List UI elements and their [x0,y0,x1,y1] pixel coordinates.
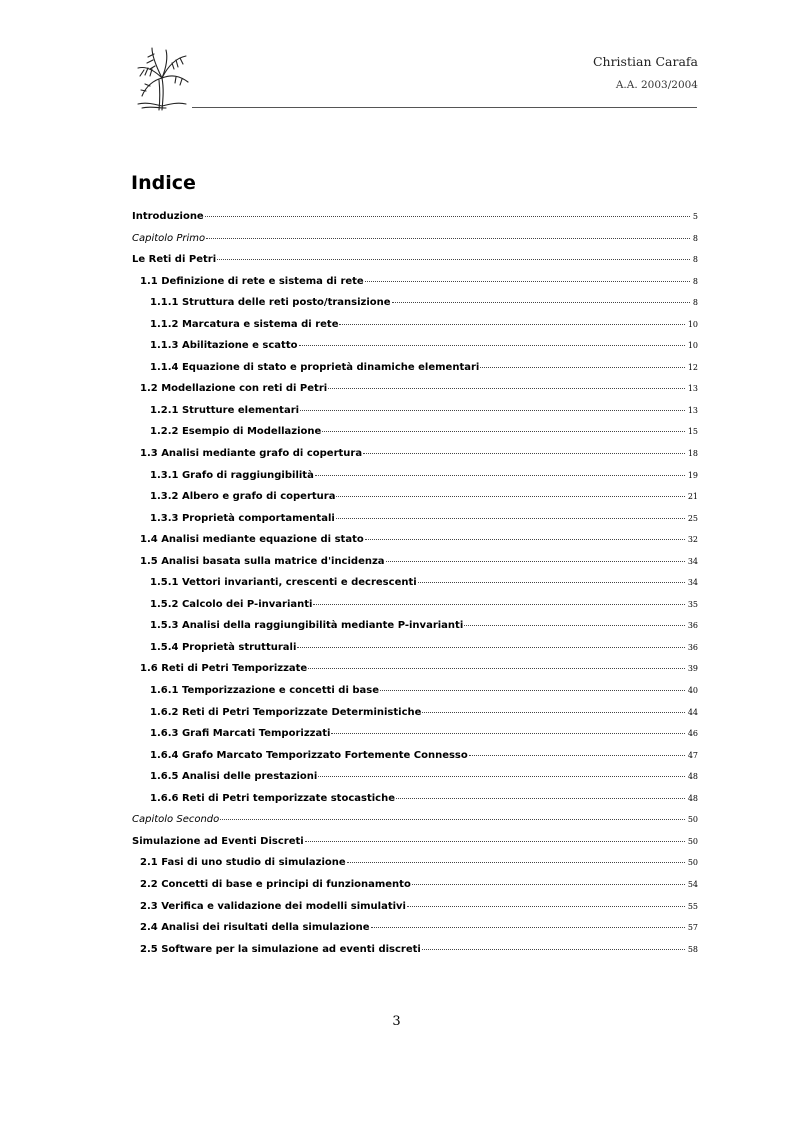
toc-entry-page: 40 [687,686,698,696]
toc-leader-dots [422,711,684,713]
toc-entry[interactable] [132,379,698,401]
toc-entry[interactable] [132,940,698,962]
toc-entry[interactable] [132,789,698,811]
toc-leader-dots [380,689,685,691]
toc-entry-page: 8 [692,255,698,265]
toc-entry-label: 1.6 Reti di Petri Temporizzate [140,663,308,675]
toc-entry-page: 13 [687,384,698,394]
toc-entry[interactable] [132,659,698,681]
toc-entry-label: 1.6.5 Analisi delle prestazioni [150,771,318,783]
toc-entry[interactable] [132,703,698,725]
toc-entry-label: 1.5.3 Analisi della raggiungibilità mediante P-invarianti [150,620,464,632]
toc-entry[interactable] [132,595,698,617]
toc-leader-dots [300,409,685,411]
toc-entry-page: 8 [692,276,698,286]
toc-entry-label: 1.2.1 Strutture elementari [150,404,300,416]
toc-entry[interactable] [132,250,698,272]
page-title: Indice [131,172,196,194]
toc-entry-page: 32 [687,535,698,545]
toc-entry-page: 44 [687,707,698,717]
toc-leader-dots [371,926,685,928]
toc-leader-dots [418,581,685,583]
toc-entry-page: 36 [687,621,698,631]
toc-entry-label: 1.5.2 Calcolo dei P-invarianti [150,598,313,610]
toc-leader-dots [299,344,685,346]
toc-entry-page: 36 [687,642,698,652]
academic-year: A.A. 2003/2004 [615,79,698,91]
toc-entry-label: 1.1.2 Marcatura e sistema di rete [150,318,339,330]
toc-entry-page: 8 [692,298,698,308]
toc-entry-label: 2.2 Concetti di base e principi di funzionamento [140,878,411,890]
toc-entry-label: 1.6.4 Grafo Marcato Temporizzato Fortemente Connesso [150,749,468,761]
toc-entry-page: 10 [687,341,698,351]
table-of-contents [132,207,698,961]
toc-entry-label: 1.5.4 Proprietà strutturali [150,641,297,653]
toc-entry[interactable] [132,487,698,509]
toc-entry[interactable] [132,466,698,488]
toc-leader-dots [365,280,690,282]
toc-entry-page: 34 [687,556,698,566]
toc-entry-page: 54 [687,879,698,889]
toc-leader-dots [308,667,685,669]
toc-entry-label: 1.3.2 Albero e grafo di copertura [150,491,336,503]
toc-entry-label: 1.2 Modellazione con reti di Petri [140,383,328,395]
author-name: Christian Carafa [592,54,698,69]
toc-entry-label: 1.5 Analisi basata sulla matrice d'incidenza [140,555,385,567]
toc-entry[interactable] [132,616,698,638]
toc-entry-page: 48 [687,793,698,803]
toc-entry-page: 48 [687,772,698,782]
toc-entry[interactable] [132,746,698,768]
header-divider [192,107,697,108]
toc-leader-dots [464,624,685,626]
toc-leader-dots [318,775,684,777]
toc-entry-page: 57 [687,923,698,933]
toc-leader-dots [392,301,690,303]
toc-entry-label: 1.3.1 Grafo di raggiungibilità [150,469,314,481]
toc-leader-dots [336,495,684,497]
toc-entry[interactable] [132,552,698,574]
toc-entry-label: 1.1.1 Struttura delle reti posto/transizione [150,297,391,309]
toc-leader-dots [422,948,685,950]
page-number: 3 [392,1014,401,1029]
toc-entry-page: 46 [687,729,698,739]
toc-entry[interactable] [132,573,698,595]
toc-entry-page: 13 [687,405,698,415]
toc-entry-label: 1.2.2 Esempio di Modellazione [150,426,322,438]
toc-entry[interactable] [132,509,698,531]
toc-entry-label: 2.1 Fasi di uno studio di simulazione [140,857,346,869]
toc-entry[interactable] [132,897,698,919]
toc-entry-label: 1.1.4 Equazione di stato e proprietà dinamiche elementari [150,361,480,373]
toc-leader-dots [412,883,685,885]
toc-entry[interactable] [132,724,698,746]
toc-leader-dots [331,732,684,734]
toc-entry-label: 1.1 Definizione di rete e sistema di rete [140,275,364,287]
toc-entry[interactable] [132,207,698,229]
toc-leader-dots [469,754,685,756]
toc-entry[interactable] [132,358,698,380]
toc-entry-page: 18 [687,449,698,459]
toc-entry-label: 1.6.1 Temporizzazione e concetti di base [150,685,379,697]
toc-leader-dots [322,430,684,432]
toc-entry-page: 19 [687,470,698,480]
toc-entry-label: Simulazione ad Eventi Discreti [132,835,304,847]
toc-leader-dots [328,387,685,389]
toc-entry[interactable] [132,293,698,315]
toc-entry[interactable] [132,530,698,552]
toc-entry[interactable] [132,444,698,466]
toc-entry-label: Capitolo Secondo [132,814,220,826]
toc-entry[interactable] [132,810,698,832]
toc-leader-dots [407,905,685,907]
toc-entry[interactable] [132,875,698,897]
toc-entry[interactable] [132,681,698,703]
toc-leader-dots [205,215,690,217]
toc-entry[interactable] [132,853,698,875]
toc-entry[interactable] [132,229,698,251]
toc-entry-page: 35 [687,599,698,609]
toc-entry-page: 12 [687,362,698,372]
toc-entry[interactable] [132,315,698,337]
toc-entry-page: 34 [687,578,698,588]
toc-entry-label: 2.3 Verifica e validazione dei modelli simulativi [140,900,406,912]
toc-leader-dots [480,366,684,368]
palm-tree-logo-icon [132,44,190,112]
toc-entry-label: Capitolo Primo [132,232,206,244]
toc-entry[interactable] [132,832,698,854]
toc-entry[interactable] [132,638,698,660]
toc-entry-page: 25 [687,513,698,523]
toc-entry-page: 10 [687,319,698,329]
toc-entry-page: 39 [687,664,698,674]
toc-leader-dots [363,452,685,454]
toc-entry-page: 50 [687,836,698,846]
toc-leader-dots [396,797,685,799]
toc-leader-dots [220,818,685,820]
toc-leader-dots [217,258,690,260]
toc-leader-dots [313,603,684,605]
toc-entry-page: 15 [687,427,698,437]
toc-entry-page: 5 [692,212,698,221]
toc-entry-page: 47 [687,750,698,760]
toc-entry[interactable] [132,272,698,294]
toc-leader-dots [365,538,685,540]
toc-entry[interactable] [132,401,698,423]
toc-leader-dots [297,646,684,648]
toc-entry-label: 1.4 Analisi mediante equazione di stato [140,534,364,546]
toc-entry-label: 1.6.6 Reti di Petri temporizzate stocastiche [150,792,395,804]
toc-leader-dots [206,237,690,239]
toc-entry[interactable] [132,422,698,444]
toc-entry-page: 50 [687,858,698,868]
toc-entry-page: 50 [687,815,698,825]
toc-entry-label: Introduzione [132,211,204,222]
toc-leader-dots [386,560,685,562]
toc-entry-label: 1.3 Analisi mediante grafo di copertura [140,448,363,460]
toc-leader-dots [336,517,685,519]
toc-entry-page: 58 [687,944,698,954]
toc-entry-label: 1.3.3 Proprietà comportamentali [150,512,335,524]
toc-entry-label: Le Reti di Petri [132,254,217,266]
toc-leader-dots [305,840,685,842]
toc-entry-label: 1.1.3 Abilitazione e scatto [150,340,298,352]
toc-entry-label: 1.5.1 Vettori invarianti, crescenti e decrescenti [150,577,417,589]
toc-entry-label: 2.4 Analisi dei risultati della simulazione [140,922,370,934]
toc-entry-page: 8 [692,233,698,243]
toc-entry-label: 1.6.2 Reti di Petri Temporizzate Deterministiche [150,706,422,718]
toc-entry-label: 1.6.3 Grafi Marcati Temporizzati [150,728,331,740]
toc-entry-page: 21 [687,492,698,502]
toc-leader-dots [315,474,685,476]
toc-entry-page: 55 [687,901,698,911]
toc-entry[interactable] [132,336,698,358]
toc-entry[interactable] [132,767,698,789]
toc-entry[interactable] [132,918,698,940]
toc-entry-label: 2.5 Software per la simulazione ad eventi discreti [140,943,421,955]
toc-leader-dots [347,861,685,863]
toc-leader-dots [339,323,684,325]
